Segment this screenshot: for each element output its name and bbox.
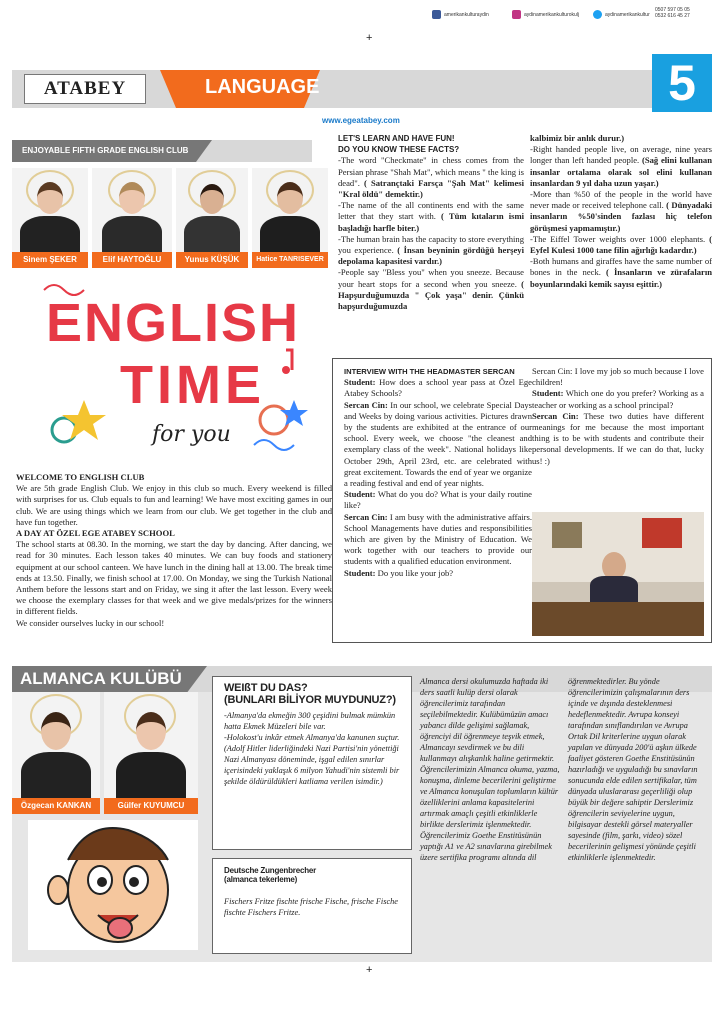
atabey-logo: ATABEY (24, 74, 146, 104)
interview-item-col2-2-text: These two duties have different meanings for me because the most important thing is to be with students and contribute their personal developments. If we can do that, lucky us! :) (532, 410, 704, 466)
facebook-link[interactable]: amerikankulturaydin (432, 10, 489, 19)
english-word: ENGLISH (46, 293, 301, 353)
english-time-illustration (24, 270, 324, 470)
headmaster-photo (532, 512, 704, 636)
interview-item-col1-4-text: Do you like your job? (375, 567, 454, 578)
interview-item-col2-1-speaker: Student: (532, 388, 564, 399)
day-heading: A DAY AT ÖZEL EGE ATABEY SCHOOL (16, 528, 175, 539)
teacher-photo-1 (12, 168, 88, 268)
zungenbrecher-content (224, 866, 406, 918)
fact-item-col1-3-text: -People say "Bless you" when you sneeze. Because your heart stops for a second when you sneeze. (338, 267, 524, 289)
interview-item-col1-0 (344, 377, 532, 399)
weisst-fact-2: -Holokost'u inkâr etmek Almanya'da kanunen suçtur. (Adolf Hitler liderliğindeki Nazi Partisi'nin yönettiği Nazi Almanyası döneminde, işgal edilen sınırlar içerisindeki yaklaşık 6 milyon Yahudi'nin sistemli bir şekilde öldürüldükleri katliama verilen isimdir.) (224, 733, 400, 786)
interview-item-col1-2 (344, 489, 532, 511)
page-number: 5 (652, 54, 712, 112)
fact-item-col1-2-translation: ( İnsan beyninin gördüğü herşeyi depolama kapasitesi vardır.) (338, 245, 524, 267)
almanca-teacher-name-1: Özgecan KANKAN (12, 798, 100, 814)
interview-item-col1-3 (344, 512, 532, 568)
facts-column-2 (530, 133, 712, 290)
fact-item-col1-3 (338, 267, 524, 312)
interview-item-col1-3-text: I am busy with the administrative affairs. School Managements have duties and responsibilities which are given by the Ministry of Education. We work together with our teachers to provide our students with a qualified education environment. (344, 511, 533, 567)
interview-column-2 (532, 366, 704, 467)
interview-item-col2-1-text: Which one do you prefer? Working as a teacher or working as a school principal? (532, 388, 704, 410)
fact-item-col2-2-translation: ( Dünyadaki insanların %50'sinden fazlası hiç telefon görüşmesi yapmamıştır.) (530, 200, 712, 233)
fact-item-col2-0-translation: kalbimiz bir anlık durur.) (530, 133, 625, 143)
teacher-photo-2 (92, 168, 172, 268)
cartoon-face-icon (28, 820, 198, 950)
twitter-link[interactable]: aydinamerikankultur (593, 10, 650, 19)
weisst-title-1: WEIßT DU DAS? (224, 682, 308, 694)
interview-column-1 (344, 366, 532, 579)
almanca-teacher-name-2: Gülfer KUYUMCU (104, 798, 198, 814)
fact-item-col2-3-text: -The Eiffel Tower weights over 1000 elephants. (530, 233, 710, 244)
fact-item-col2-4 (530, 256, 712, 290)
teacher-name-1: Sinem ŞEKER (12, 252, 88, 268)
interview-item-col1-1-speaker: Sercan Cin: (344, 399, 388, 410)
zungen-title-1: Deutsche Zungenbrecher (224, 866, 317, 875)
teacher-name-4: Hatice TANRISEVER (252, 252, 328, 268)
zungen-text: Fischers Fritze fischte frische Fische, frische Fische fischte Fischers Fritze. (224, 897, 398, 917)
interview-item-col1-4 (344, 568, 532, 579)
fact-item-col2-0 (530, 133, 712, 144)
fact-item-col2-2-text: -More than %50 of the people in the world have never made or received telephone call. (530, 189, 712, 211)
facts-column-1 (338, 133, 524, 312)
twitter-icon (593, 10, 602, 19)
instagram-icon (512, 10, 521, 19)
interview-item-col2-2 (532, 411, 704, 467)
teacher-photo-3 (176, 168, 248, 268)
fact-item-col1-1 (338, 200, 524, 234)
instagram-link[interactable]: aydinamerikankulturokulj (512, 10, 579, 19)
section-title: LANGUAGE (205, 76, 320, 98)
almanca-column-2: öğrenmektedirler. Bu yönde öğrencilerimizin çalışmalarının ders içinde ve dışında desteklenmesi hedeflenmektedir. Avrupa konseyi tarafından sınıflandırılan ve Avrupa Ortak Dil kriterlerine uygun olarak yapılan ve dünyada 200'ü aşkın ülkede faaliyet gösteren Goethe Enstitüsünün hazırladığı ve uyguladığı bu sınavların sonucunda elde edilen sertifikalar, tüm dünyada uluslararası geçerliliği olup büyük bir değere sahiptir Derslerimiz öğrencilerin seviyelerine uygun, bilgisayar destekli görsel materyaller sayesinde (film, şarkı, video) sözel becerilerinin gelişmesi yönünde çeşitli etkinliklerle işlenmektedir. (568, 677, 698, 862)
time-word: TIME (120, 355, 265, 415)
for-you-text: for you (152, 422, 231, 447)
fact-item-col1-0-translation: ( Satrançtaki Farsça "Şah Mat" kelimesi "Kral öldü" demektir.) (338, 177, 524, 200)
almanca-teacher-photo-2 (104, 692, 198, 814)
club-title: ENJOYABLE FIFTH GRADE ENGLISH CLUB (22, 146, 189, 155)
welcome-text: We are 5th grade English Club. We enjoy in this club so much. Every weekend is filled with surprises for us. Club equals to fun and learning! We have most exciting games in our club. We are using things which we learn from our club. We get together in the club and have fun together. (16, 483, 332, 527)
fact-item-col2-1 (530, 144, 712, 189)
facts-heading-1: LET'S LEARN AND HAVE FUN! (338, 134, 455, 143)
welcome-heading: WELCOME TO ENGLISH CLUB (16, 472, 145, 482)
interview-item-col2-0 (532, 366, 704, 388)
interview-item-col1-0-speaker: Student: (344, 377, 376, 388)
closing-text: We consider ourselves lucky in our school! (16, 617, 165, 628)
phone-numbers: 0507 597 05 05 0532 616 45 27 (655, 7, 690, 19)
facts-heading-2: DO YOU KNOW THESE FACTS? (338, 145, 460, 155)
fact-item-col2-3-translation: ( Eyfel Kulesi 1000 tane filin ağırlığı kadardır.) (530, 233, 712, 256)
interview-title: INTERVIEW WITH THE HEADMASTER SERCAN (344, 367, 515, 376)
fact-item-col1-1-text: -The name of the all continents end with the same letter that they start with. (338, 200, 524, 222)
fact-item-col1-2 (338, 234, 524, 268)
cartoon-face (28, 820, 198, 950)
fact-item-col1-0-text: -The word "Checkmate" in chess comes from the Persian phrase "Shah Mat", which means " the king is dead". (338, 155, 524, 188)
fact-item-col1-2-text: -The human brain has the capacity to store everything you experience. (338, 233, 524, 256)
fact-item-col2-4-translation: ( İnsanların ve zürafaların boyunlarındaki kemik sayısı eşittir.) (530, 267, 712, 289)
interview-item-col1-2-speaker: Student: (344, 489, 376, 500)
interview-item-col1-2-text: What do you do? What is your daily routine like? (344, 489, 532, 511)
fact-item-col2-1-translation: (Sağ elini kullanan insanlar ortalama olarak sol elini kullanan insanlardan 9 yıl daha uzun yaşar.) (530, 155, 712, 188)
fact-item-col2-1-text: -Right handed people live, on average, nine years longer than left handed people. (530, 144, 712, 166)
teacher-name-2: Elif HAYTOĞLU (92, 252, 172, 268)
interview-item-col1-4-speaker: Student: (344, 567, 376, 578)
website-url[interactable]: www.egeatabey.com (322, 116, 400, 125)
interview-item-col2-1 (532, 388, 704, 410)
fact-item-col1-1-translation: ( Tüm kıtaların ismi başladığı harfle biter.) (338, 211, 524, 233)
fact-item-col1-0 (338, 155, 524, 200)
almanca-title: ALMANCA KULÜBÜ (20, 669, 182, 688)
weisst-title-2: (BUNLARI BİLİYOR MUYDUNUZ?) (224, 694, 396, 706)
teacher-name-3: Yunus KÜŞÜK (176, 252, 248, 268)
day-text: The school starts at 08.30. In the morning, we start the day by dancing. After dancing, we read for 30 minutes. Each lesson takes 40 minutes. We can buy foods and stationery equipment at our school canteen. We have lunch in the dining hall at 13.00. The break time ends at 13.50. Finally, we finish school at 17.00. On Monday, we sing the Turkish National Anthem before the lessons start and on Friday, we sing it after the last lesson. Every week we choose the exemplary classes for that week and we give medals/prizes for the winners in different fields. (16, 539, 332, 617)
interview-item-col1-3-speaker: Sercan Cin: (344, 511, 388, 522)
teacher-photo-4 (252, 168, 328, 268)
weisst-du-das-content (224, 682, 406, 787)
fact-item-col2-2 (530, 189, 712, 234)
zungen-title-2: (almanca tekerleme) (224, 875, 298, 884)
facebook-icon (432, 10, 441, 19)
interview-item-col1-1 (344, 400, 532, 490)
fact-item-col2-4-text: -Both humans and giraffes have the same number of bones in the neck. (530, 256, 712, 278)
weisst-fact-1: -Almanya'da ekmeğin 300 çeşidini bulmak mümkün hatta Ekmek Müzeleri bile var. (224, 711, 396, 731)
crop-mark-top: + (366, 32, 373, 44)
almanca-teacher-photo-1 (12, 692, 100, 814)
interview-item-col2-2-speaker: Sercan Cin: (532, 410, 579, 421)
almanca-column-1: Almanca dersi okulumuzda haftada iki ders saatli kulüp dersi olarak öğrencilerimiz tarafından seçilebilmektedir. Kulübümüzün amacı yabancı dilde gelişimi sağlamak, öğrenciyi dil öğrenmeye teşvik etmek, Almancayı sevdirmek ve bu dili kullanmayı alışkanlık haline getirmektir. Öğrencilerimizin Almanca okuma, yazma, konuşma, dinleme becerilerini geliştirme ve Almanca konuşulan toplumların kültür özelliklerini anlama kapasitelerini artırmak amaçlı çeşitli etkinliklerle birlikte derslerimiz işlenmektedir. Öğrencilerimiz Goethe Enstitüsünün yaptığı A1 ve A2 sınavlarına girebilmek üzere sertifika programı altında dil (420, 677, 560, 862)
interview-item-col1-1-text: In our school, we celebrate Special Days and Weeks by doing various activities. Pictures drawn by the students are exhibited at the entrance of our school. Every week, we choose "the cleanest and exemplary class of the week". National holidays like October 29th, April 23rd, etc. are celebrated with great excitement. Towards the end of year we organize a reading festival and end of year nights. (344, 399, 532, 489)
crop-mark-bottom: + (366, 964, 373, 976)
interview-item-col2-0-text: Sercan Cin: I love my job so much because I love children! (532, 366, 704, 388)
fact-item-col2-3 (530, 234, 712, 256)
interview-item-col1-0-text: How does a school year pass at Özel Ege Atabey Schools? (344, 377, 532, 399)
welcome-section (16, 472, 332, 629)
fact-item-col1-3-translation: ( Hapşurduğumuzda " Çok yaşa" denir. Çünkü hapşurduğumuzda (338, 278, 524, 312)
